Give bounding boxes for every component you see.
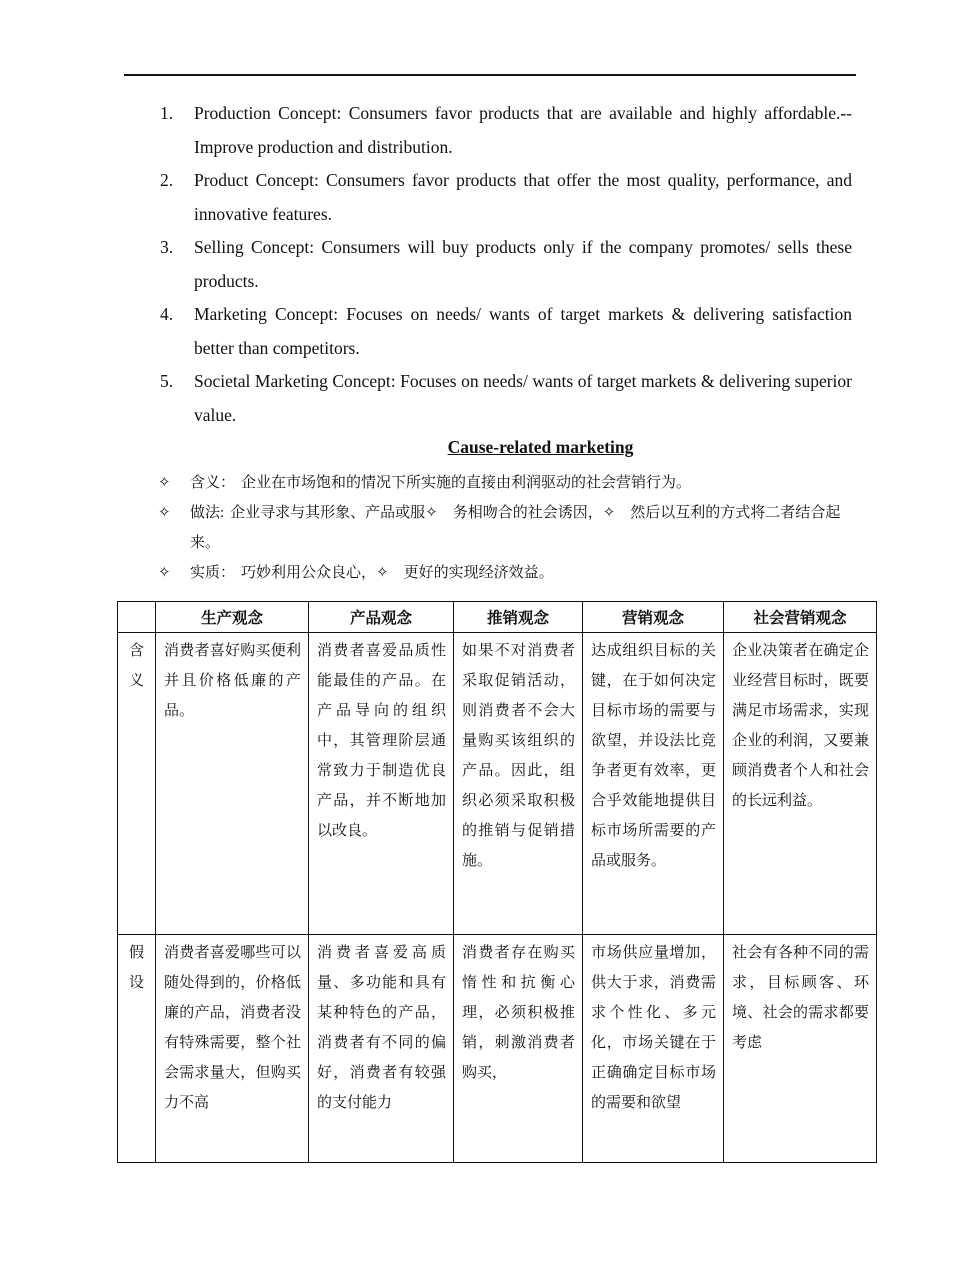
table-cell	[156, 935, 309, 1163]
item-text: Product Concept: Consumers favor products that offer the most quality, performance, and innovative features.	[194, 170, 852, 224]
table-header-row	[118, 602, 877, 633]
cell-text: 企业决策者在确定企业经营目标时，既要满足市场需求，实现企业的利润，又要兼顾消费者个人和社会的长远利益。	[732, 643, 869, 809]
table-cell	[309, 633, 454, 935]
concepts-table	[117, 601, 877, 1163]
diamond-bullet-icon: ✧	[158, 505, 171, 521]
bullet-list	[158, 468, 858, 588]
item-text: Selling Concept: Consumers will buy products only if the company promotes/ sells these products.	[194, 237, 852, 291]
row-label: 假设	[129, 945, 145, 991]
table-cell	[583, 935, 724, 1163]
bullet-text: 企业在市场饱和的情况下所实施的直接由利润驱动的社会营销行为。	[241, 475, 692, 491]
concept-item	[160, 298, 852, 365]
row-label-cell	[118, 633, 156, 935]
bullet-text: 巧妙利用公众良心，✧ 更好的实现经济效益。	[241, 565, 554, 581]
section-heading: Cause-related marketing	[447, 437, 634, 457]
cell-text: 消费者喜爱哪些可以随处得到的，价格低廉的产品，消费者没有特殊需要，整个社会需求量大，但购买力不高	[164, 945, 301, 1111]
table-row	[118, 633, 877, 935]
bullet-label: 做法:	[190, 505, 225, 521]
cell-text: 消费者喜爱品质性能最佳的产品。在产品导向的组织中，其管理阶层通常致力于制造优良产品，并不断地加以改良。	[317, 643, 446, 839]
bullet-item	[158, 468, 858, 498]
bullet-item	[158, 558, 858, 588]
row-label-cell	[118, 935, 156, 1163]
bullet-label: 实质：	[190, 565, 236, 581]
bullet-item	[158, 498, 858, 558]
cell-text: 达成组织目标的关键，在于如何决定目标市场的需要与欲望，并设法比竞争者更有效率，更合乎效能地提供目标市场所需要的产品或服务。	[591, 643, 716, 869]
concept-item	[160, 97, 852, 164]
table-cell	[724, 633, 877, 935]
item-text: Production Concept: Consumers favor products that are available and highly affordable.--Improve production and distribution.	[194, 103, 852, 157]
item-number: 1.	[160, 103, 174, 123]
table-cell	[309, 935, 454, 1163]
header-cell: 推销观念	[454, 602, 583, 633]
item-number: 3.	[160, 237, 174, 257]
header-cell: 社会营销观念	[724, 602, 877, 633]
table-cell	[583, 633, 724, 935]
item-text: Societal Marketing Concept: Focuses on needs/ wants of target markets & delivering superior value.	[194, 371, 852, 425]
row-label: 含义	[129, 643, 145, 689]
concept-item	[160, 231, 852, 298]
item-number: 5.	[160, 371, 174, 391]
cell-text: 消费者存在购买惰性和抗衡心理，必须积极推销，刺激消费者购买，	[462, 945, 575, 1081]
header-cell: 产品观念	[309, 602, 454, 633]
header-cell: 营销观念	[583, 602, 724, 633]
cell-text: 消费者喜好购买便利并且价格低廉的产品。	[164, 643, 301, 719]
header-cell	[118, 602, 156, 633]
item-text: Marketing Concept: Focuses on needs/ wants of target markets & delivering satisfaction better than competitors.	[194, 304, 852, 358]
diamond-bullet-icon: ✧	[158, 565, 171, 581]
table-cell	[156, 633, 309, 935]
cell-text: 消费者喜爱高质量、多功能和具有某种特色的产品，消费者有不同的偏好，消费者有较强的支付能力	[317, 945, 446, 1111]
table-row	[118, 935, 877, 1163]
bullet-text: 企业寻求与其形象、产品或服✧ 务相吻合的社会诱因，✧ 然后以互利的方式将二者结合起来。	[190, 505, 841, 551]
concept-item	[160, 365, 852, 432]
item-number: 2.	[160, 170, 174, 190]
diamond-bullet-icon: ✧	[158, 475, 171, 491]
item-number: 4.	[160, 304, 174, 324]
cell-text: 社会有各种不同的需求，目标顾客、环境、社会的需求都要考虑	[732, 945, 869, 1051]
concept-item	[160, 164, 852, 231]
table-cell	[454, 633, 583, 935]
table-cell	[724, 935, 877, 1163]
cell-text: 市场供应量增加，供大于求，消费需求个性化、多元化，市场关键在于正确确定目标市场的需要和欲望	[591, 945, 716, 1111]
header-cell: 生产观念	[156, 602, 309, 633]
top-rule	[124, 74, 856, 76]
table-cell	[454, 935, 583, 1163]
concept-list	[160, 97, 852, 432]
bullet-label: 含义：	[190, 475, 236, 491]
cell-text: 如果不对消费者采取促销活动，则消费者不会大量购买该组织的产品。因此，组织必须采取积极的推销与促销措施。	[462, 643, 575, 869]
